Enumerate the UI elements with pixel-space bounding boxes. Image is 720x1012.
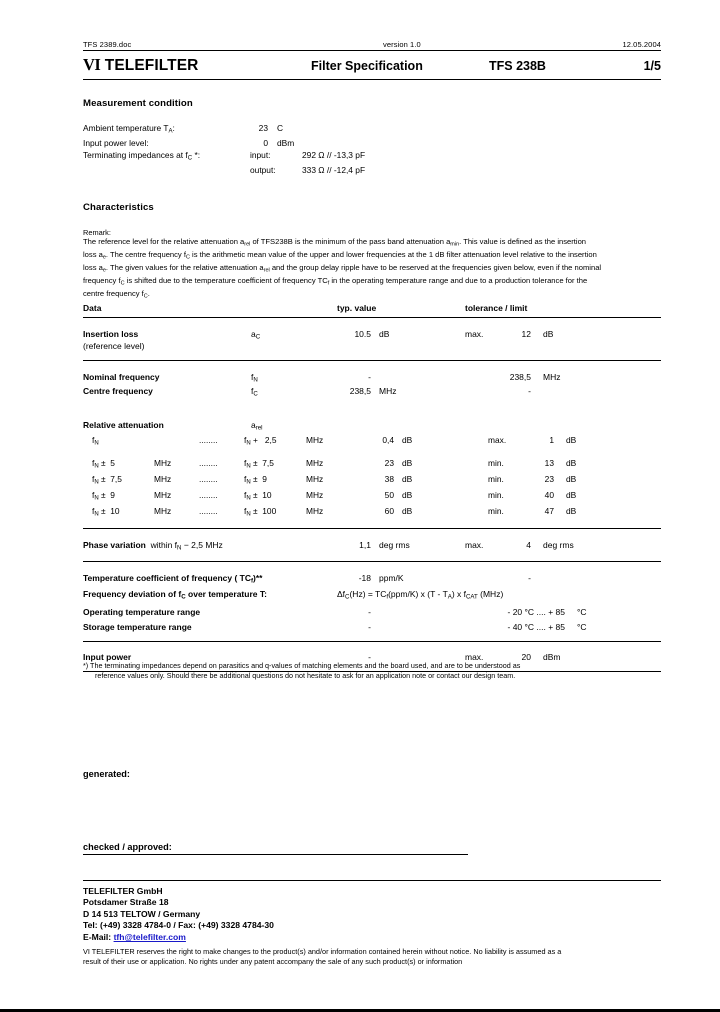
operating-temperature-range: - 20 °C .... + 85 °C bbox=[507, 606, 587, 617]
band-typ-value: 50 dB bbox=[384, 490, 413, 501]
document-date: 12.05.2004 bbox=[622, 40, 661, 49]
part-number: TFS 238B bbox=[489, 59, 546, 73]
input-power-level-row bbox=[83, 138, 661, 150]
legal-line-2: result of their use or application. No rights under any patent accompany the sale of any such product(s) or information bbox=[83, 956, 463, 966]
table-row-phase-variation bbox=[83, 529, 661, 561]
band-dots: ........ bbox=[199, 490, 218, 501]
insertion-loss-typ: 10.5 dB bbox=[354, 329, 390, 339]
relative-attenuation-symbol: $a_{rel}$ bbox=[251, 419, 263, 432]
band-tolerance: min. 47 dB bbox=[488, 506, 577, 517]
table-row-relative-attenuation-header bbox=[83, 407, 661, 432]
band-end-unit: MHz bbox=[306, 506, 324, 517]
document-version: version 1.0 bbox=[383, 40, 421, 49]
impedance-spacer bbox=[83, 165, 250, 177]
band-end-unit: MHz bbox=[306, 435, 324, 446]
impedance-output-value: 333 Ω // -12,4 pF bbox=[302, 164, 366, 175]
band-typ-value: 0,4 dB bbox=[382, 435, 413, 446]
insertion-loss-sublabel: (reference level) bbox=[83, 340, 145, 351]
band-start-unit: MHz bbox=[154, 506, 172, 517]
band-end-unit: MHz bbox=[306, 474, 324, 485]
band-start-frequency: $f_N \pm 9$ bbox=[92, 490, 115, 502]
email-label: E-Mail: bbox=[83, 932, 114, 943]
ambient-temperature-label: Ambient temperature $T_A$: bbox=[83, 123, 175, 135]
attenuation-band-row bbox=[83, 450, 661, 473]
centre-frequency-tolerance: - bbox=[528, 386, 531, 397]
impedance-output-label: output: bbox=[250, 164, 276, 175]
phase-variation-tolerance: max. 4 deg rms bbox=[465, 540, 574, 551]
input-power-level-label: Input power level: bbox=[83, 138, 149, 148]
band-start-unit: MHz bbox=[154, 458, 172, 469]
attenuation-band-row bbox=[83, 505, 661, 521]
table-row-nominal-frequency bbox=[83, 361, 661, 384]
nominal-frequency-typ: - bbox=[368, 371, 371, 382]
impedance-input-label: input: bbox=[250, 149, 271, 160]
nominal-frequency-tolerance: 238,5 MHz bbox=[509, 371, 561, 382]
measurement-condition-title: Measurement condition bbox=[83, 98, 193, 109]
band-end-frequency: $f_N \pm 9$ bbox=[244, 474, 267, 486]
characteristics-title: Characteristics bbox=[83, 202, 154, 213]
insertion-loss-tolerance: max. 12 dB bbox=[465, 329, 554, 339]
frequency-deviation-label: Frequency deviation of $f_C$ over temperature T: bbox=[83, 589, 267, 601]
storage-temperature-typ: - bbox=[368, 621, 371, 632]
footnote-line-1: *) The terminating impedances depend on parasitics and q-values of matching elements and the board used, and are to be understood as bbox=[83, 661, 521, 670]
remark-line-5: centre frequency $f_C$. bbox=[83, 288, 150, 300]
input-power-typ: - bbox=[368, 651, 371, 662]
band-typ-value: 38 dB bbox=[384, 474, 413, 485]
page-number: 1/5 bbox=[643, 59, 661, 73]
email-link[interactable]: tfh@telefilter.com bbox=[113, 932, 186, 943]
company-email-row bbox=[83, 931, 661, 943]
company-logo bbox=[83, 55, 311, 75]
storage-temperature-label: Storage temperature range bbox=[83, 621, 192, 632]
input-power-level-unit: dBm bbox=[277, 138, 295, 148]
terminating-impedance-label: Terminating impedances at $f_C$ *: bbox=[83, 149, 201, 161]
band-tolerance: min. 13 dB bbox=[488, 458, 577, 469]
company-street: Potsdamer Straße 18 bbox=[83, 897, 169, 908]
footnote-line-2: reference values only. Should there be additional questions do not hesitate to ask for an application note or contact our design team. bbox=[95, 670, 516, 680]
centre-frequency-typ: 238,5 MHz bbox=[349, 386, 397, 397]
centre-frequency-symbol: $f_C$ bbox=[251, 386, 258, 398]
ambient-temperature-value: 23 bbox=[258, 123, 268, 133]
logo-vi-mark: VI bbox=[83, 55, 101, 74]
band-end-unit: MHz bbox=[306, 490, 324, 501]
remark-body bbox=[83, 237, 661, 302]
characteristics-section bbox=[83, 202, 661, 302]
generated-by-label[interactable]: generated: bbox=[83, 769, 130, 779]
temperature-coefficient-typ: -18 ppm/K bbox=[358, 572, 404, 583]
storage-temperature-range: - 40 °C .... + 85 °C bbox=[507, 621, 587, 632]
band-end-frequency: $f_N \pm 10$ bbox=[244, 490, 272, 502]
terminating-impedance-output-row bbox=[83, 165, 661, 177]
measurement-condition-section bbox=[83, 98, 661, 176]
insertion-loss-symbol: $a_C$ bbox=[251, 329, 261, 341]
table-row-storage-temperature bbox=[83, 617, 661, 641]
legal-line-1: VI TELEFILTER reserves the right to make changes to the product(s) and/or information contained herein without notice. No liability is assumed as a bbox=[83, 947, 562, 957]
phase-variation-label: Phase variation within $f_N - 2,5$ MHz bbox=[83, 540, 223, 552]
company-phone: Tel: (+49) 3328 4784-0 / Fax: (+49) 3328 4784-30 bbox=[83, 919, 274, 930]
operating-temperature-typ: - bbox=[368, 606, 371, 617]
band-tolerance: max. 1 dB bbox=[488, 435, 577, 446]
temperature-coefficient-label: Temperature coefficient of frequency ( $TC_f)**$ bbox=[83, 572, 263, 585]
phase-variation-typ: 1,1 deg rms bbox=[359, 540, 410, 551]
footer-divider bbox=[83, 880, 661, 881]
table-row-temperature-coefficient bbox=[83, 562, 661, 585]
band-start-frequency: $f_N$ bbox=[92, 435, 99, 447]
specification-table bbox=[83, 303, 661, 672]
band-start-frequency: $f_N \pm 5$ bbox=[92, 458, 115, 470]
band-tolerance: min. 40 dB bbox=[488, 490, 577, 501]
ambient-temperature-row bbox=[83, 123, 661, 138]
table-row-insertion-loss-sub bbox=[83, 341, 661, 361]
attenuation-band-row bbox=[83, 434, 661, 450]
input-power-tolerance: max. 20 dBm bbox=[465, 651, 561, 662]
table-row-centre-frequency bbox=[83, 383, 661, 407]
document-header bbox=[83, 38, 661, 80]
page-title: Filter Specification bbox=[311, 59, 423, 73]
band-start-frequency: $f_N \pm 7,5$ bbox=[92, 474, 122, 486]
band-end-frequency: $f_N + 2,5$ bbox=[244, 435, 277, 447]
centre-frequency-label: Centre frequency bbox=[83, 386, 153, 397]
header-title-row bbox=[83, 51, 661, 80]
terminating-impedance-input-row bbox=[83, 150, 661, 165]
document-footer bbox=[83, 880, 661, 966]
band-start-unit: MHz bbox=[154, 490, 172, 501]
attenuation-band-row bbox=[83, 489, 661, 505]
column-header-data: Data bbox=[83, 303, 102, 313]
band-start-unit: MHz bbox=[154, 474, 172, 485]
operating-temperature-label: Operating temperature range bbox=[83, 606, 201, 617]
company-name: TELEFILTER GmbH bbox=[83, 886, 163, 896]
column-header-tolerance: tolerance / limit bbox=[465, 303, 528, 313]
input-power-level-value: 0 bbox=[263, 138, 268, 148]
ambient-temperature-unit: C bbox=[277, 123, 284, 133]
band-typ-value: 60 dB bbox=[384, 506, 413, 517]
insertion-loss-label: Insertion loss bbox=[83, 329, 139, 339]
table-footnote bbox=[83, 661, 661, 680]
nominal-frequency-symbol: $f_N$ bbox=[251, 371, 258, 384]
band-dots: ........ bbox=[199, 435, 218, 446]
checked-approved-label[interactable]: checked / approved: bbox=[83, 842, 172, 852]
table-header-row bbox=[83, 303, 661, 318]
attenuation-band-row bbox=[83, 473, 661, 489]
document-filename: TFS 2389.doc bbox=[83, 40, 132, 49]
band-tolerance: min. 23 dB bbox=[488, 474, 577, 485]
frequency-deviation-formula: $\Delta f_C(Hz) = TC_f(ppm/K)$ x $(T - T_A)$ x $f_{CAT}$ (MHz) bbox=[337, 589, 504, 601]
company-city: D 14 513 TELTOW / Germany bbox=[83, 908, 201, 919]
logo-telefilter-text: TELEFILTER bbox=[104, 57, 199, 74]
relative-attenuation-band-list bbox=[83, 431, 661, 521]
nominal-frequency-label: Nominal frequency bbox=[83, 371, 160, 382]
legal-disclaimer bbox=[83, 947, 661, 966]
band-end-frequency: $f_N \pm 7,5$ bbox=[244, 458, 274, 470]
band-dots: ........ bbox=[199, 506, 218, 517]
band-typ-value: 23 dB bbox=[384, 458, 413, 469]
remark-label: Remark: bbox=[83, 228, 111, 237]
band-end-frequency: $f_N \pm 100$ bbox=[244, 506, 277, 518]
band-dots: ........ bbox=[199, 474, 218, 485]
measurement-condition-list bbox=[83, 123, 661, 176]
signature-section bbox=[83, 769, 661, 855]
table-row-operating-temperature bbox=[83, 601, 661, 617]
band-dots: ........ bbox=[199, 458, 218, 469]
table-row-insertion-loss bbox=[83, 318, 661, 341]
band-end-unit: MHz bbox=[306, 458, 324, 469]
remark-line-4: frequency $f_C$ is shifted due to the temperature coefficient of frequency $TC_f$ in the operating temperature range and due to a production tolerance for the bbox=[83, 275, 588, 287]
remark-line-2: loss $a_e$. The centre frequency $f_C$ is the arithmetic mean value of the upper and lower frequencies at the 1 dB filter attenuation level relative to the insertion bbox=[83, 249, 597, 261]
input-power-label: Input power bbox=[83, 651, 132, 662]
column-header-typ-value: typ. value bbox=[337, 303, 377, 313]
header-meta-row bbox=[83, 38, 661, 51]
table-row-frequency-deviation bbox=[83, 584, 661, 601]
temperature-coefficient-tolerance: - bbox=[528, 572, 531, 583]
impedance-input-value: 292 Ω // -13,3 pF bbox=[302, 149, 366, 160]
company-address bbox=[83, 886, 661, 931]
remark-line-1: The reference level for the relative attenuation $a_{rel}$ of TFS238B is the minimum of the pass band attenuation $a_{min}$. This value is defined as the insertion bbox=[83, 237, 587, 248]
remark-line-3: loss $a_e$. The given values for the relative attenuation $a_{rel}$ and the group delay ripple have to be reserved at the frequencies given below, even if the nominal bbox=[83, 262, 602, 274]
relative-attenuation-label: Relative attenuation bbox=[83, 419, 164, 430]
signature-line bbox=[83, 854, 468, 855]
band-start-frequency: $f_N \pm 10$ bbox=[92, 506, 120, 518]
